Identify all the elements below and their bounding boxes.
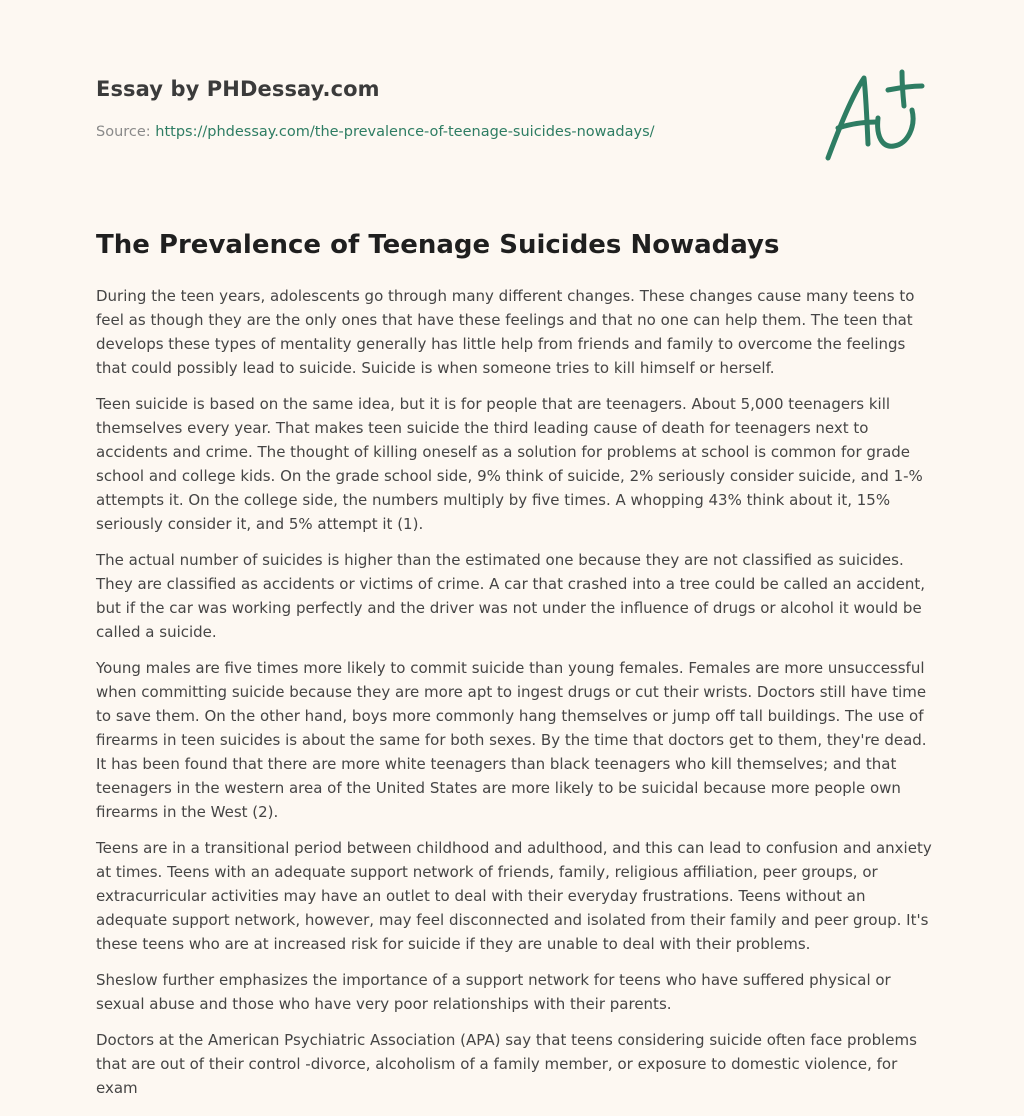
a-plus-logo-icon [820,66,930,166]
source-link[interactable]: https://phdessay.com/the-prevalence-of-teenage-suicides-nowadays/ [155,124,655,140]
essay-paragraph: During the teen years, adolescents go through many different changes. These changes cause many teens to feel as though they are the only ones that have these feelings and that no one can help them. The teen that develops these types of mentality generally has little help from friends and family to overcome the feelings that could possibly lead to suicide. Suicide is when someone tries to kill himself or herself. [96,287,915,377]
essay-paragraph: The actual number of suicides is higher than the estimated one because they are not classified as suicides. They are classified as accidents or victims of crime. A car that crashed into a tree could be called an accident, but if the car was working perfectly and the driver was not under the influence of drugs or alcohol it would be called a suicide. [96,551,926,641]
essay-paragraph: Young males are five times more likely to commit suicide than young females. Females are more unsuccessful when committing suicide because they are more apt to ingest drugs or cut their wrists. Doctors still have time to save them. On the other hand, boys more commonly hang themselves or jump off tall buildings. The use of firearms in teen suicides is about the same for both sexes. By the time that doctors get to them, they're dead. It has been found that there are more white teenagers than black teenagers who kill themselves; and that teenagers in the western area of the United States are more likely to be suicidal because more people own firearms in the West (2). [96,659,927,821]
source-line [96,124,655,140]
essay-paragraph: Sheslow further emphasizes the importance of a support network for teens who have suffered physical or sexual abuse and those who have very poor relationships with their parents. [96,971,891,1013]
essay-title: The Prevalence of Teenage Suicides Nowadays [96,230,780,260]
site-brand: Essay by PHDessay.com [96,77,380,101]
essay-body [96,284,932,1112]
essay-paragraph: Teen suicide is based on the same idea, but it is for people that are teenagers. About 5,000 teenagers kill themselves every year. That makes teen suicide the third leading cause of death for teenagers next to accidents and crime. The thought of killing oneself as a solution for problems at school is common for grade school and college kids. On the grade school side, 9% think of suicide, 2% seriously consider suicide, and 1-% attempts it. On the college side, the numbers multiply by five times. A whopping 43% think about it, 15% seriously consider it, and 5% attempt it (1). [96,395,923,533]
source-label: Source: [96,124,151,140]
essay-paragraph: Doctors at the American Psychiatric Association (APA) say that teens considering suicide often face problems that are out of their control -divorce, alcoholism of a family member, or exposure to domestic violence, for exam [96,1031,917,1097]
essay-paragraph: Teens are in a transitional period between childhood and adulthood, and this can lead to confusion and anxiety at times. Teens with an adequate support network of friends, family, religious affiliation, peer groups, or extracurricular activities may have an outlet to deal with their everyday frustrations. Teens without an adequate support network, however, may feel disconnected and isolated from their family and peer group. It's these teens who are at increased risk for suicide if they are unable to deal with their problems. [96,839,932,953]
